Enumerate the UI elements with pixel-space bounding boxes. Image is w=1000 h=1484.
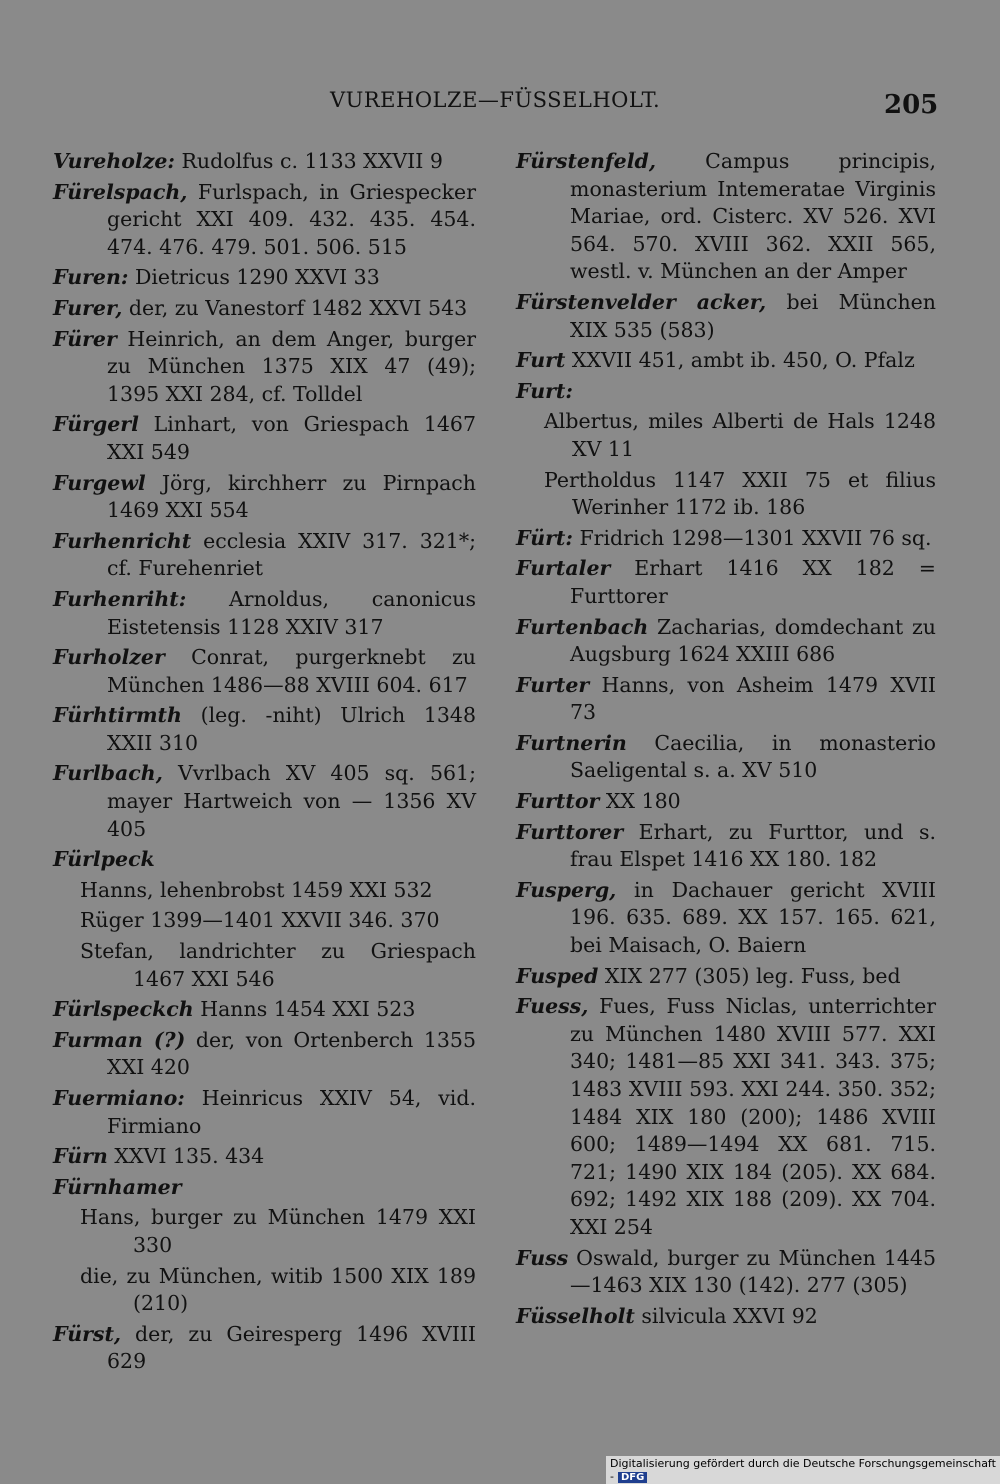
- index-entry: [53, 1027, 476, 1082]
- right-column: [516, 148, 936, 1330]
- index-entry: [516, 148, 936, 286]
- headword: Fürlspeckch: [53, 997, 194, 1022]
- entry-text: Erhart, zu Furttor, und s. frau Elspet 1416 XX 180. 182: [570, 819, 936, 872]
- index-subentry: [516, 408, 936, 463]
- headword: Füsselholt: [516, 1303, 635, 1328]
- index-subentry: [53, 907, 476, 935]
- entry-text: Fues, Fuss Niclas, unterrichter zu München 1480 XVIII 577. XXI 340; 1481—85 XXI 341. 343. 375; 1483 XVIII 593. XXI 244. 350. 352; 1484 XIX 180 (200); 1486 XVIII 600; 1489—1494 XX 681. 715. 721; 1490 XIX 184 (205). XX 684. 692; 1492 XIX 188 (209). XX 704. XXI 254: [570, 994, 936, 1239]
- index-entry: [53, 1321, 476, 1376]
- headword: Fusperg,: [516, 877, 617, 902]
- index-entry: [516, 525, 936, 553]
- headword: Fuermiano:: [53, 1086, 185, 1110]
- index-entry: [516, 1303, 936, 1331]
- entry-text: Pertholdus 1147 XXII 75 et filius Werinher 1172 ib. 186: [544, 467, 936, 520]
- entry-text: Fridrich 1298—1301 XXVII 76 sq.: [572, 525, 932, 550]
- headword: Furt: [516, 348, 566, 373]
- index-entry: [53, 586, 476, 641]
- entry-text: XX 180: [599, 789, 681, 814]
- footer-text: Digitalisierung gefördert durch die Deutsche Forschungsgemeinschaft -: [610, 1457, 996, 1483]
- index-subentry: [53, 1263, 476, 1318]
- headword: Fuss: [516, 1245, 569, 1270]
- entry-text: der, von Ortenberch 1355 XXI 420: [107, 1027, 476, 1080]
- headword: Fürhtirmth: [53, 703, 182, 728]
- entry-text: Caecilia, in monasterio Saeligental s. a. XV 510: [570, 730, 936, 783]
- entry-text: Oswald, burger zu München 1445—1463 XIX 130 (142). 277 (305): [568, 1245, 936, 1298]
- entry-text: Conrat, purgerknebt zu München 1486—88 XVIII 604. 617: [107, 645, 476, 697]
- index-entry: [516, 730, 936, 785]
- index-entry: [53, 295, 476, 323]
- headword: Fürt:: [516, 525, 573, 550]
- index-entry: [53, 846, 476, 874]
- entry-text: (leg. -niht) Ulrich 1348 XXII 310: [107, 703, 476, 755]
- entry-text: Rudolfus c. 1133 XXVII 9: [174, 149, 443, 173]
- entry-text: Hanns 1454 XXI 523: [193, 997, 416, 1022]
- headword: Vureholze:: [53, 149, 175, 173]
- headword: Furtaler: [516, 556, 611, 581]
- index-entry: [516, 788, 936, 816]
- headword: Furtnerin: [516, 730, 627, 755]
- page-number: 205: [884, 90, 939, 120]
- entry-text: Albertus, miles Alberti de Hals 1248 XV 11: [544, 409, 936, 461]
- headword: Fürstenvelder acker,: [516, 289, 767, 314]
- headword: Furtenbach: [516, 614, 649, 639]
- headword: Furer,: [53, 295, 123, 320]
- entry-text: Erhart 1416 XX 182 = Furttorer: [570, 556, 936, 608]
- headword: Furholzer: [53, 645, 165, 670]
- index-entry: [53, 996, 476, 1024]
- headword: Furlbach,: [53, 761, 163, 786]
- entry-text: Stefan, landrichter zu Griespach 1467 XXI 546: [80, 939, 476, 991]
- index-entry: [53, 644, 476, 699]
- index-entry: [53, 470, 476, 525]
- headword: Furttorer: [516, 819, 624, 844]
- entry-text: Jörg, kirchherr zu Pirnpach 1469 XXI 554: [107, 470, 476, 523]
- index-entry: [53, 326, 476, 409]
- index-entry: [53, 1174, 476, 1202]
- entry-text: in Dachauer gericht XVIII 196. 635. 689. XX 157. 165. 621, bei Maisach, O. Baiern: [570, 877, 936, 958]
- entry-text: Dietricus 1290 XXVI 33: [128, 265, 380, 290]
- entry-text: XXVI 135. 434: [107, 1144, 265, 1169]
- entry-text: XXVII 451, ambt ib. 450, O. Pfalz: [565, 348, 915, 373]
- headword: Fürelspach,: [53, 179, 188, 204]
- index-entry: [516, 1245, 936, 1300]
- headword: Fürstenfeld,: [516, 149, 656, 173]
- index-entry: [53, 702, 476, 757]
- footer-credit: [606, 1456, 1000, 1484]
- index-entry: [53, 411, 476, 466]
- entry-text: silvicula XXVI 92: [634, 1303, 818, 1328]
- index-entry: [53, 264, 476, 292]
- entry-text: Campus principis, monasterium Intemeratae Virginis Mariae, ord. Cisterc. XV 526. XVI 564. 570. XVIII 362. XXII 565, westl. v. München an der Amper: [570, 149, 936, 284]
- index-entry: [516, 993, 936, 1241]
- headword: Furgewl: [53, 470, 146, 495]
- index-subentry: [516, 467, 936, 522]
- index-entry: [516, 819, 936, 874]
- headword: Fuess,: [516, 994, 589, 1019]
- entry-text: Rüger 1399—1401 XXVII 346. 370: [80, 908, 440, 933]
- entry-text: Hanns, lehenbrobst 1459 XXI 532: [80, 877, 433, 902]
- index-entry: [53, 760, 476, 843]
- entry-text: ecclesia XXIV 317. 321*; cf. Furehenriet: [107, 528, 476, 581]
- index-entry: [53, 1143, 476, 1171]
- index-entry: [516, 877, 936, 960]
- index-entry: [53, 1085, 476, 1140]
- headword: Fürer: [53, 326, 117, 351]
- headword: Fusped: [516, 963, 599, 988]
- headword: Fürgerl: [53, 412, 139, 437]
- index-subentry: [53, 938, 476, 993]
- index-subentry: [53, 877, 476, 905]
- index-entry: [516, 347, 936, 375]
- headword: Furhenriht:: [53, 586, 187, 611]
- entry-text: die, zu München, witib 1500 XIX 189 (210): [80, 1263, 476, 1316]
- index-subentry: [53, 1204, 476, 1259]
- dfg-logo: DFG: [618, 1472, 647, 1483]
- index-entry: [516, 963, 936, 991]
- index-entry: [516, 614, 936, 669]
- entry-text: Heinricus XXIV 54, vid. Firmiano: [107, 1086, 476, 1138]
- headword: Fürlpeck: [53, 847, 155, 872]
- entry-text: Hanns, von Asheim 1479 XVII 73: [570, 672, 936, 725]
- headword: Furt:: [516, 378, 573, 403]
- entry-text: Furlspach, in Griespecker gericht XXI 409. 432. 435. 454. 474. 476. 479. 501. 506. 515: [107, 179, 476, 259]
- index-entry: [53, 528, 476, 583]
- headword: Furter: [516, 672, 590, 697]
- headword: Furman (?): [53, 1027, 186, 1052]
- index-entry: [516, 378, 936, 406]
- index-entry: [516, 289, 936, 344]
- left-column: [53, 148, 476, 1376]
- entry-text: XIX 277 (305) leg. Fuss, bed: [598, 963, 901, 988]
- entry-text: Vvrlbach XV 405 sq. 561; mayer Hartweich von — 1356 XV 405: [107, 761, 476, 841]
- headword: Fürn: [53, 1144, 108, 1169]
- entry-text: der, zu Vanestorf 1482 XXVI 543: [122, 295, 468, 320]
- headword: Furen:: [53, 265, 129, 290]
- entry-text: Linhart, von Griespach 1467 XXI 549: [107, 412, 476, 464]
- headword: Furttor: [516, 789, 600, 814]
- headword: Fürnhamer: [53, 1174, 182, 1199]
- index-entry: [516, 555, 936, 610]
- entry-text: der, zu Geiresperg 1496 XVIII 629: [107, 1321, 476, 1374]
- entry-text: bei München XIX 535 (583): [570, 289, 937, 342]
- entry-text: Arnoldus, canonicus Eistetensis 1128 XXIV 317: [107, 586, 476, 639]
- entry-text: Zacharias, domdechant zu Augsburg 1624 XXIII 686: [570, 614, 936, 667]
- headword: Fürst,: [53, 1321, 122, 1346]
- running-head: VUREHOLZE—FÜSSELHOLT.: [330, 88, 661, 112]
- entry-text: Heinrich, an dem Anger, burger zu München 1375 XIX 47 (49); 1395 XXI 284, cf. Tolldel: [107, 326, 476, 406]
- entry-text: Hans, burger zu München 1479 XXI 330: [80, 1205, 476, 1257]
- index-entry: [53, 148, 476, 176]
- index-entry: [53, 179, 476, 262]
- headword: Furhenricht: [53, 528, 192, 553]
- index-entry: [516, 672, 936, 727]
